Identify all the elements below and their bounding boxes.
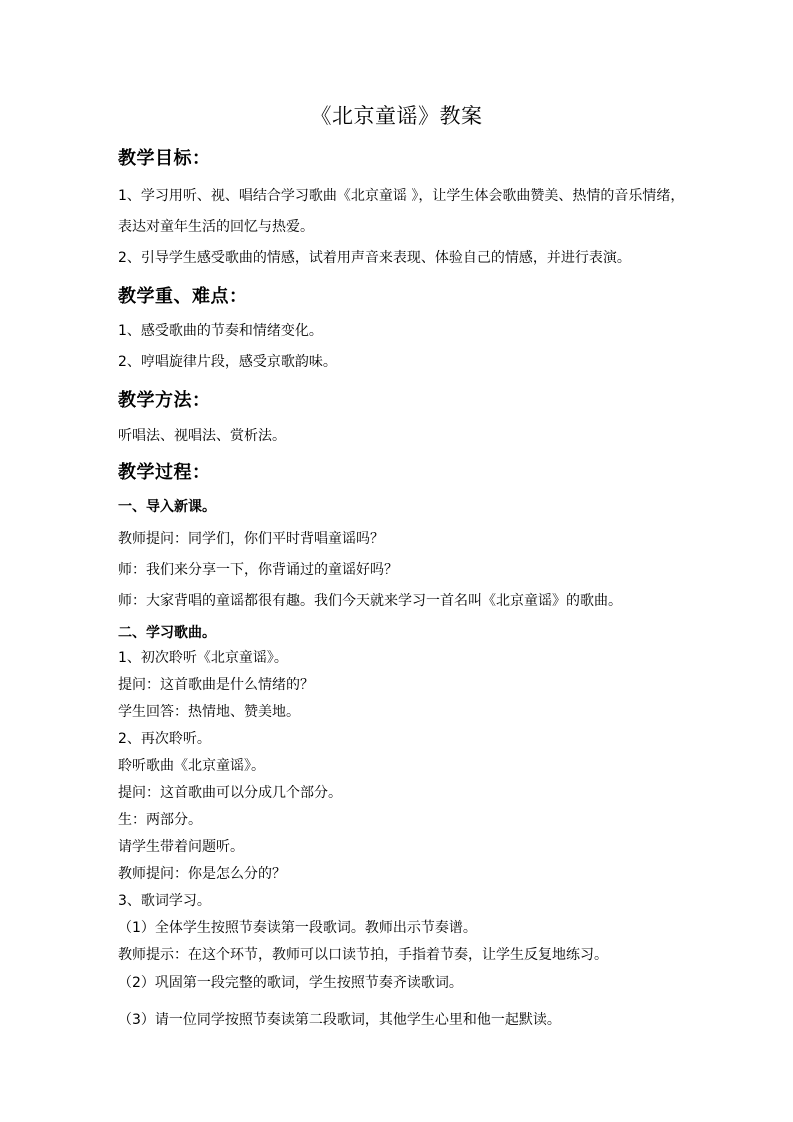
learn-line-8: 请学生带着问题听。 (118, 839, 244, 855)
intro-line-3: 师：大家背唱的童谣都很有趣。我们今天就来学习一首名叫《北京童谣》的歌曲。 (118, 593, 622, 609)
learn-line-12: 教师提示：在这个环节，教师可以口读节拍，手指着节奏，让学生反复地练习。 (118, 947, 608, 963)
intro-line-1: 教师提问：同学们，你们平时背唱童谣吗？ (118, 531, 384, 547)
learn-line-6: 提问：这首歌曲可以分成几个部分。 (118, 785, 342, 801)
learn-line-3: 学生回答：热情地、赞美地。 (118, 704, 300, 720)
document-title: 《北京童谣》教案 (310, 104, 483, 128)
objective-line-3: 2、引导学生感受歌曲的情感，试着用声音来表现、体验自己的情感，并进行表演。 (118, 250, 631, 266)
key-point-line-2: 2、哼唱旋律片段，感受京歌韵味。 (118, 354, 337, 370)
learn-line-1: 1、初次聆听《北京童谣》。 (118, 650, 288, 666)
method-line-1: 听唱法、视唱法、赏析法。 (118, 428, 286, 444)
learn-line-4: 2、再次聆听。 (118, 731, 211, 747)
learn-line-14: （3）请一位同学按照节奏读第二段歌词，其他学生心里和他一起默读。 (118, 1012, 561, 1028)
objective-line-1: 1、学习用听、视、唱结合学习歌曲《北京童谣 》，让学生体会歌曲赞美、热情的音乐情绪， (118, 188, 685, 204)
intro-line-2: 师：我们来分享一下，你背诵过的童谣好吗？ (118, 562, 398, 578)
learn-line-7: 生：两部分。 (118, 812, 202, 828)
objective-line-2: 表达对童年生活的回忆与热爱。 (118, 219, 314, 235)
subsection-heading-intro: 一、导入新课。 (118, 499, 216, 515)
learn-line-2: 提问：这首歌曲是什么情绪的？ (118, 677, 314, 693)
section-heading-methods: 教学方法： (118, 390, 211, 411)
learn-line-5: 聆听歌曲《北京童谣》。 (118, 758, 265, 774)
learn-line-11: （1）全体学生按照节奏读第一段歌词。教师出示节奏谱。 (118, 920, 477, 936)
section-heading-key-points: 教学重、难点： (118, 286, 248, 307)
learn-line-9: 教师提问：你是怎么分的？ (118, 866, 286, 882)
learn-line-10: 3、歌词学习。 (118, 893, 211, 909)
key-point-line-1: 1、感受歌曲的节奏和情绪变化。 (118, 323, 323, 339)
section-heading-process: 教学过程： (118, 462, 211, 483)
section-heading-objectives: 教学目标： (118, 148, 211, 169)
subsection-heading-learn: 二、学习歌曲。 (118, 625, 216, 641)
learn-line-13: （2）巩固第一段完整的歌词，学生按照节奏齐读歌词。 (118, 975, 463, 991)
